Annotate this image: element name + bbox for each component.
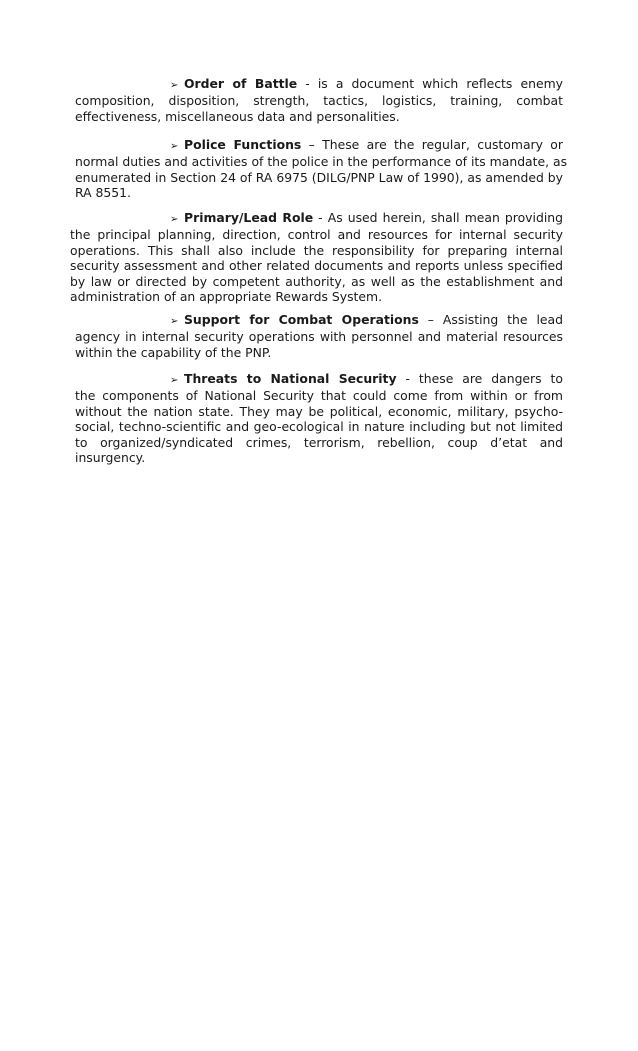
definition-line: by law or directed by competent authority, as well as the establishment and: [70, 273, 563, 289]
definition-term: Support for Combat Operations: [184, 312, 419, 327]
arrow-bullet-icon: ➢: [170, 214, 179, 225]
definition-term: Police Functions: [184, 137, 302, 152]
definition-line: agency in internal security operations with personnel and material resources: [75, 329, 563, 345]
definition-line: enumerated in Section 24 of RA 6975 (DILG/PNP Law of 1990), as amended by: [75, 169, 563, 185]
arrow-bullet-icon: ➢: [170, 316, 179, 327]
definition-first-line: [70, 210, 563, 227]
definition-first-line: [75, 137, 563, 154]
definition-line: the principal planning, direction, control and resources for internal security: [70, 227, 563, 243]
definition-first-line: [75, 312, 563, 329]
definition-line: without the nation state. They may be political, economic, military, psycho-: [75, 403, 563, 419]
definition-line: administration of an appropriate Rewards System.: [70, 289, 383, 305]
definition-text: - As used herein, shall mean providing: [313, 210, 563, 225]
definition-text: – Assisting the lead: [418, 312, 563, 327]
definition-line: security assessment and other related documents and reports unless specified: [70, 258, 563, 274]
definition-primary-lead-role: [70, 210, 563, 304]
definition-line: operations. This shall also include the responsibility for preparing internal: [70, 242, 563, 258]
definition-text: - is a document which reflects enemy: [297, 76, 563, 91]
definition-text: - these are dangers to: [396, 371, 563, 386]
definition-term: Order of Battle: [184, 76, 298, 91]
arrow-bullet-icon: ➢: [170, 375, 179, 386]
definition-term: Threats to National Security: [184, 371, 397, 386]
definition-police-functions: [75, 137, 568, 201]
definition-line: effectiveness, miscellaneous data and personalities.: [75, 108, 400, 124]
definition-threats-to-national-security: [75, 371, 563, 465]
definition-line: to organized/syndicated crimes, terrorism, rebellion, coup d’etat and: [75, 434, 563, 450]
definition-line: insurgency.: [75, 450, 146, 466]
arrow-bullet-icon: ➢: [170, 80, 179, 91]
arrow-bullet-icon: ➢: [170, 141, 179, 152]
definition-line: the components of National Security that could come from within or from: [75, 388, 563, 404]
definition-term: Primary/Lead Role: [184, 210, 314, 225]
definition-line: social, techno-scientific and geo-ecological in nature including but not limited: [75, 419, 563, 435]
definition-text: – These are the regular, customary or: [301, 137, 563, 152]
definition-line: composition, disposition, strength, tactics, logistics, training, combat: [75, 93, 563, 109]
definition-line: RA 8551.: [75, 185, 131, 201]
definition-line: normal duties and activities of the police in the performance of its mandate, as: [75, 154, 568, 170]
definition-first-line: [75, 76, 563, 93]
definition-order-of-battle: [75, 76, 563, 124]
definition-first-line: [75, 371, 563, 388]
definition-support-for-combat-operations: [75, 312, 563, 360]
definition-line: within the capability of the PNP.: [75, 344, 272, 360]
